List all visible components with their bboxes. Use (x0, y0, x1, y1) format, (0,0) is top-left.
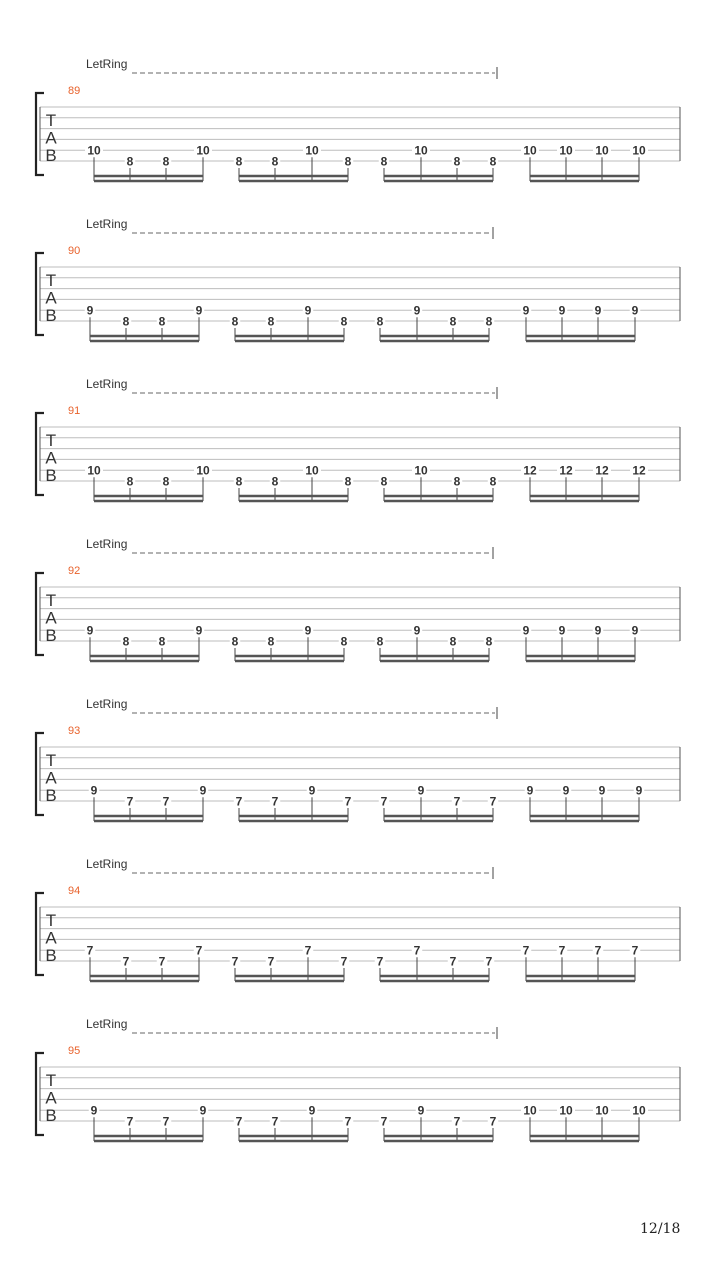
tab-clef-letter: B (45, 786, 57, 805)
letring-label: LetRing (86, 57, 128, 71)
fret-number: 8 (235, 474, 243, 489)
fret-number: 7 (231, 954, 239, 969)
fret-number: 8 (122, 634, 130, 649)
tab-clef-letter: T (45, 750, 57, 770)
fret-number: 7 (489, 1114, 497, 1129)
tab-system (36, 57, 680, 181)
fret-number: 8 (158, 634, 166, 649)
fret-number: 7 (162, 794, 170, 809)
fret-number: 8 (162, 154, 170, 169)
fret-number: 9 (631, 623, 639, 638)
fret-number: 10 (523, 1103, 537, 1118)
measure-number: 91 (68, 405, 81, 417)
measure-number: 94 (68, 885, 81, 897)
fret-number: 8 (231, 634, 239, 649)
fret-number: 10 (559, 1103, 573, 1118)
fret-number: 7 (344, 794, 352, 809)
tab-clef-letter: A (45, 288, 57, 308)
fret-number: 7 (340, 954, 348, 969)
fret-number: 12 (559, 463, 573, 478)
fret-number: 8 (449, 634, 457, 649)
fret-number: 8 (380, 154, 388, 169)
fret-number: 7 (453, 794, 461, 809)
tab-system (36, 857, 680, 981)
tab-clef-letter: A (45, 608, 57, 628)
fret-number: 10 (559, 143, 573, 158)
fret-number: 7 (376, 954, 384, 969)
tab-clef-letter: T (45, 430, 57, 450)
fret-number: 12 (523, 463, 537, 478)
fret-number: 9 (304, 623, 312, 638)
fret-number: 8 (380, 474, 388, 489)
fret-number: 9 (522, 303, 530, 318)
fret-number: 9 (558, 623, 566, 638)
fret-number: 7 (122, 954, 130, 969)
fret-number: 8 (162, 474, 170, 489)
fret-number: 9 (594, 303, 602, 318)
tab-clef-letter: B (45, 1106, 57, 1125)
fret-number: 9 (594, 623, 602, 638)
fret-number: 7 (126, 794, 134, 809)
fret-number: 9 (199, 783, 207, 798)
fret-number: 8 (235, 154, 243, 169)
fret-number: 9 (413, 303, 421, 318)
fret-number: 10 (196, 143, 210, 158)
fret-number: 8 (485, 314, 493, 329)
tab-clef-letter: A (45, 768, 57, 788)
fret-number: 10 (414, 143, 428, 158)
fret-number: 7 (489, 794, 497, 809)
measure-number: 93 (68, 725, 81, 737)
fret-number: 7 (558, 943, 566, 958)
page-number: 12/18 (640, 1221, 681, 1237)
fret-number: 10 (87, 143, 101, 158)
fret-number: 7 (267, 954, 275, 969)
fret-number: 8 (453, 154, 461, 169)
fret-number: 8 (271, 474, 279, 489)
fret-number: 7 (485, 954, 493, 969)
tab-clef-letter: T (45, 1070, 57, 1090)
fret-number: 8 (231, 314, 239, 329)
letring-label: LetRing (86, 857, 128, 871)
fret-number: 10 (305, 463, 319, 478)
fret-number: 7 (86, 943, 94, 958)
fret-number: 8 (271, 154, 279, 169)
fret-number: 7 (594, 943, 602, 958)
fret-number: 8 (376, 314, 384, 329)
fret-number: 9 (304, 303, 312, 318)
fret-number: 8 (344, 154, 352, 169)
measure-number: 95 (68, 1045, 81, 1057)
tab-clef-letter: T (45, 110, 57, 130)
fret-number: 10 (595, 1103, 609, 1118)
letring-label: LetRing (86, 217, 128, 231)
tab-system (36, 377, 680, 501)
fret-number: 10 (523, 143, 537, 158)
fret-number: 8 (126, 474, 134, 489)
fret-number: 10 (595, 143, 609, 158)
fret-number: 8 (453, 474, 461, 489)
fret-number: 9 (562, 783, 570, 798)
tab-clef-letter: A (45, 128, 57, 148)
fret-number: 9 (195, 623, 203, 638)
tab-system (36, 697, 680, 821)
fret-number: 7 (235, 1114, 243, 1129)
tab-system (36, 537, 680, 661)
fret-number: 9 (558, 303, 566, 318)
fret-number: 8 (344, 474, 352, 489)
fret-number: 9 (86, 623, 94, 638)
fret-number: 7 (126, 1114, 134, 1129)
fret-number: 7 (344, 1114, 352, 1129)
fret-number: 7 (304, 943, 312, 958)
fret-number: 9 (631, 303, 639, 318)
fret-number: 9 (90, 1103, 98, 1118)
fret-number: 7 (271, 1114, 279, 1129)
letring-label: LetRing (86, 697, 128, 711)
fret-number: 10 (87, 463, 101, 478)
letring-label: LetRing (86, 377, 128, 391)
fret-number: 7 (522, 943, 530, 958)
letring-label: LetRing (86, 537, 128, 551)
fret-number: 9 (308, 1103, 316, 1118)
fret-number: 7 (162, 1114, 170, 1129)
fret-number: 9 (526, 783, 534, 798)
tab-clef-letter: A (45, 928, 57, 948)
tab-clef-letter: A (45, 448, 57, 468)
fret-number: 8 (449, 314, 457, 329)
fret-number: 8 (340, 634, 348, 649)
fret-number: 8 (340, 314, 348, 329)
tab-clef-letter: B (45, 626, 57, 645)
fret-number: 9 (598, 783, 606, 798)
fret-number: 10 (196, 463, 210, 478)
fret-number: 7 (380, 1114, 388, 1129)
fret-number: 8 (485, 634, 493, 649)
fret-number: 8 (267, 314, 275, 329)
fret-number: 9 (413, 623, 421, 638)
fret-number: 7 (449, 954, 457, 969)
fret-number: 8 (267, 634, 275, 649)
measure-number: 89 (68, 85, 81, 97)
measure-number: 90 (68, 245, 81, 257)
fret-number: 7 (453, 1114, 461, 1129)
fret-number: 7 (631, 943, 639, 958)
fret-number: 9 (417, 783, 425, 798)
tab-clef-letter: B (45, 146, 57, 165)
fret-number: 9 (199, 1103, 207, 1118)
tab-clef-letter: B (45, 466, 57, 485)
fret-number: 10 (305, 143, 319, 158)
fret-number: 9 (195, 303, 203, 318)
fret-number: 8 (122, 314, 130, 329)
fret-number: 10 (632, 1103, 646, 1118)
fret-number: 8 (376, 634, 384, 649)
fret-number: 7 (195, 943, 203, 958)
measure-number: 92 (68, 565, 81, 577)
fret-number: 9 (522, 623, 530, 638)
fret-number: 10 (414, 463, 428, 478)
tab-clef-letter: B (45, 946, 57, 965)
letring-label: LetRing (86, 1017, 128, 1031)
fret-number: 7 (158, 954, 166, 969)
tab-clef-letter: T (45, 910, 57, 930)
tab-clef-letter: A (45, 1088, 57, 1108)
fret-number: 7 (271, 794, 279, 809)
tab-system (36, 1017, 680, 1141)
fret-number: 10 (632, 143, 646, 158)
fret-number: 7 (380, 794, 388, 809)
fret-number: 9 (90, 783, 98, 798)
fret-number: 9 (308, 783, 316, 798)
fret-number: 8 (158, 314, 166, 329)
fret-number: 9 (635, 783, 643, 798)
fret-number: 7 (413, 943, 421, 958)
tab-clef-letter: B (45, 306, 57, 325)
fret-number: 8 (489, 474, 497, 489)
tab-clef-letter: T (45, 590, 57, 610)
fret-number: 12 (595, 463, 609, 478)
fret-number: 8 (126, 154, 134, 169)
tab-clef-letter: T (45, 270, 57, 290)
fret-number: 9 (86, 303, 94, 318)
fret-number: 12 (632, 463, 646, 478)
fret-number: 8 (489, 154, 497, 169)
tab-system (36, 217, 680, 341)
fret-number: 7 (235, 794, 243, 809)
fret-number: 9 (417, 1103, 425, 1118)
